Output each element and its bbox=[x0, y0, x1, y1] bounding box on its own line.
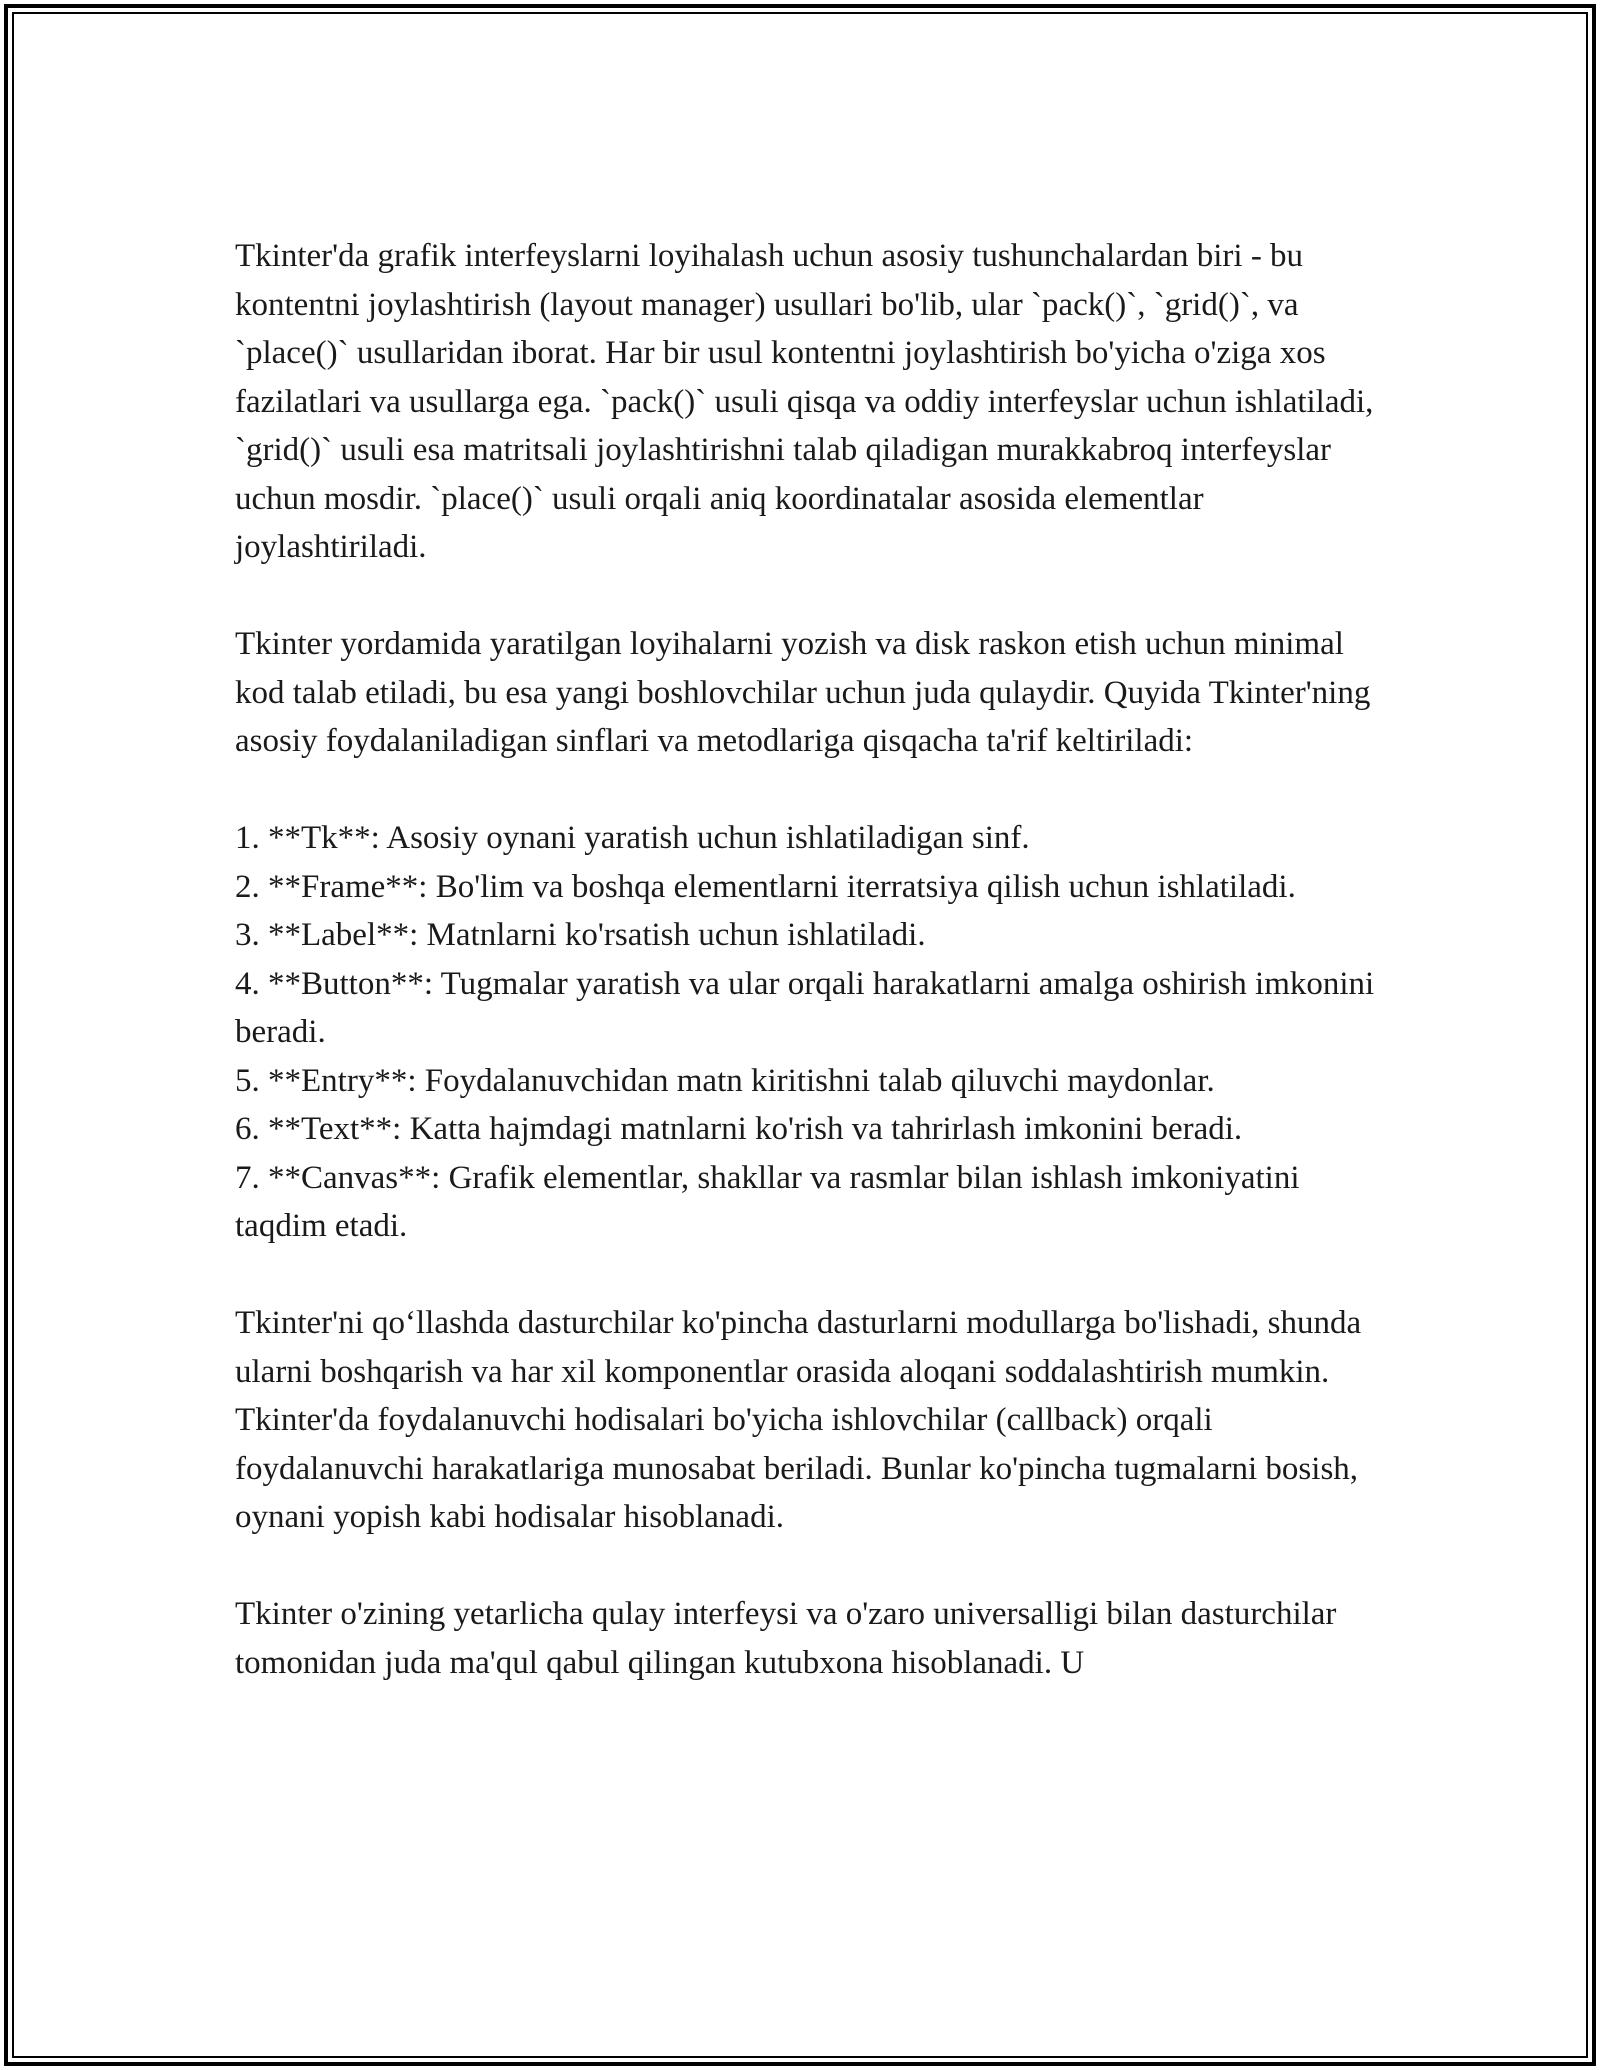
list-item: 3. **Label**: Matnlarni ko'rsatish uchun ishlatiladi. bbox=[235, 917, 926, 953]
list-item: 2. **Frame**: Bo'lim va boshqa elementlarni iterratsiya qilish uchun ishlatiladi. bbox=[235, 868, 1296, 905]
document-body bbox=[235, 232, 1375, 1736]
list-item: 6. **Text**: Katta hajmdagi matnlarni ko'rish va tahrirlash imkonini beradi. bbox=[235, 1111, 1243, 1147]
class-list bbox=[235, 814, 1375, 1251]
outro-paragraph-2: Tkinter o'zining yetarlicha qulay interfeysi va o'zaro universalligi bilan dasturchilar tomonidan juda ma'qul qabul qilingan kutubxona hisoblanadi. U bbox=[235, 1596, 1337, 1681]
list-item: 7. **Canvas**: Grafik elementlar, shakllar va rasmlar bilan ishlash imkoniyatini taqdim etadi. bbox=[235, 1159, 1300, 1244]
outro-paragraph-1: Tkinter'ni qo‘llashda dasturchilar ko'pincha dasturlarni modullarga bo'lishadi, shunda ularni boshqarish va har xil komponentlar orasida aloqani soddalashtirish mumkin. Tkinter'da foydalanuvchi hodisalari bo'yicha ishlovchilar (callback) orqali foydalanuvchi harakatlariga munosabat beriladi. Bunlar ko'pincha tugmalarni bosish, oynani yopish kabi hodisalar hisoblanadi. bbox=[235, 1305, 1362, 1535]
list-item: 1. **Tk**: Asosiy oynani yaratish uchun ishlatiladigan sinf. bbox=[235, 820, 1030, 856]
list-item: 4. **Button**: Tugmalar yaratish va ular orqali harakatlarni amalga oshirish imkonini beradi. bbox=[235, 965, 1375, 1050]
intro-paragraph-2: Tkinter yordamida yaratilgan loyihalarni yozish va disk raskon etish uchun minimal kod talab etiladi, bu esa yangi boshlovchilar uchun juda qulaydir. Quyida Tkinter'ning asosiy foydalaniladigan sinflari va metodlariga qisqacha ta'rif keltiriladi: bbox=[235, 626, 1371, 759]
intro-paragraph-1: Tkinter'da grafik interfeyslarni loyihalash uchun asosiy tushunchalardan biri - bu kontentni joylashtirish (layout manager) usullari bo'lib, ular `pack()`, `grid()`, va `place()` usullaridan iborat. Har bir usul kontentni joylashtirish bo'yicha o'ziga xos fazilatlari va usullarga ega. `pack()` usuli qisqa va oddiy interfeyslar uchun ishlatiladi, `grid()` usuli esa matritsali joylashtirishni talab qiladigan murakkabroq interfeyslar uchun mosdir. `place()` usuli orqali aniq koordinatalar asosida elementlar joylashtiriladi. bbox=[235, 238, 1374, 565]
list-item: 5. **Entry**: Foydalanuvchidan matn kiritishni talab qiluvchi maydonlar. bbox=[235, 1062, 1215, 1099]
